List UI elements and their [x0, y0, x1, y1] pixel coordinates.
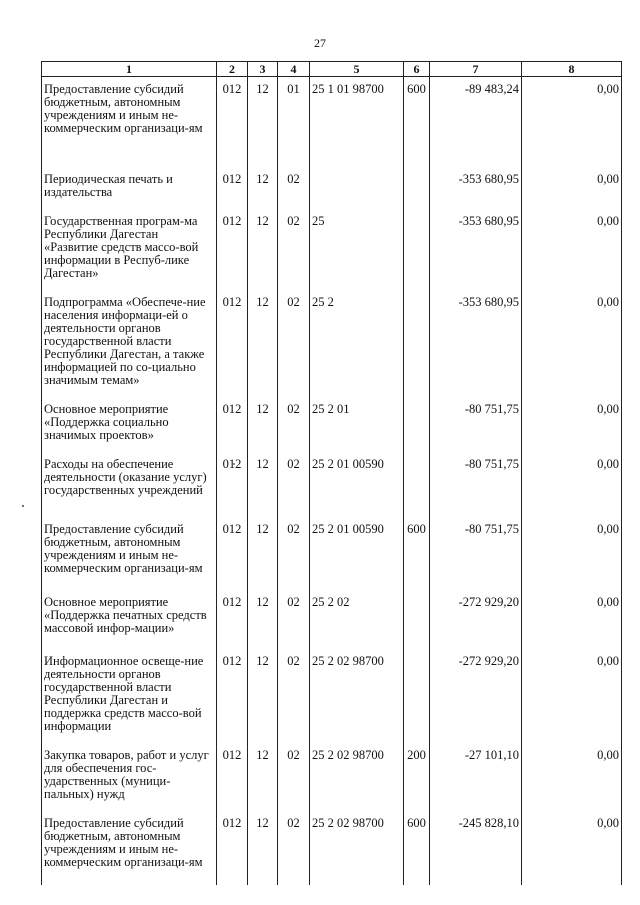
expense-name: Предоставление субсидий бюджетным, автономным учреждениям и иным не-коммерческим организаци-ям: [44, 82, 203, 135]
expense-name: Основное мероприятие «Поддержка печатных средств массовой инфор-мации»: [44, 594, 207, 635]
ministry-code: 012: [222, 747, 242, 762]
table-row: [42, 811, 622, 885]
ministry-code: 012: [222, 213, 242, 228]
subsection-code: 01: [287, 82, 300, 96]
amount-next-cell: [522, 811, 622, 885]
table-row: [42, 397, 622, 452]
expense-type-code: [406, 290, 427, 306]
subsection-code-cell: [278, 517, 310, 590]
expense-name-cell: [42, 77, 217, 167]
amount-change: -272 929,20: [458, 653, 519, 668]
ministry-code-cell: [217, 743, 248, 811]
amount-next-cell: [522, 290, 622, 397]
expense-type-code: 600: [407, 521, 426, 536]
subsection-code-cell: [278, 811, 310, 885]
amount-next-cell: [522, 517, 622, 590]
amount-next-cell: [522, 77, 622, 167]
target-article-code: 25 2 01: [312, 401, 350, 416]
page-number: 27: [314, 36, 326, 50]
amount-next-cell: [522, 590, 622, 649]
target-article-code: [312, 167, 401, 183]
target-article-code-cell: [310, 517, 404, 590]
table-row: [42, 743, 622, 811]
column-header: 6: [404, 62, 430, 77]
target-article-code: 25 1 01 98700: [312, 82, 384, 96]
amount-change-cell: [430, 209, 522, 290]
expense-type-code-cell: [404, 452, 430, 517]
subsection-code-cell: [278, 590, 310, 649]
expense-name-cell: [42, 517, 217, 590]
subsection-code-cell: [278, 649, 310, 743]
expense-name: Расходы на обеспечение деятельности (оказание услуг) государственных учреждений: [44, 456, 207, 497]
section-code: 12: [256, 401, 269, 416]
expense-name: Государственная програм-ма Республики Дагестан «Развитие средств массо-вой информации в Респуб-лике Дагестан»: [44, 213, 199, 280]
subsection-code-cell: [278, 209, 310, 290]
subsection-code-cell: [278, 452, 310, 517]
column-header: 1: [42, 62, 217, 77]
amount-next-cell: [522, 167, 622, 209]
ministry-code: 012: [222, 594, 242, 609]
subsection-code: 02: [287, 747, 300, 762]
table-row: [42, 77, 622, 167]
amount-change-cell: [430, 590, 522, 649]
subsection-code: 02: [287, 171, 300, 186]
subsection-code-cell: [278, 290, 310, 397]
subsection-code: 02: [287, 294, 300, 309]
target-article-code-cell: [310, 290, 404, 397]
expense-type-code: [406, 397, 427, 413]
ministry-code: 012: [222, 815, 242, 830]
section-code: 12: [256, 653, 269, 668]
target-article-code: 25 2 02 98700: [312, 815, 384, 830]
section-code-cell: [248, 811, 278, 885]
amount-next: 0,00: [597, 815, 619, 830]
section-code-cell: [248, 452, 278, 517]
section-code: 12: [256, 456, 269, 471]
target-article-code: 25 2 02: [312, 594, 350, 609]
expense-name-cell: [42, 590, 217, 649]
expense-type-code-cell: [404, 167, 430, 209]
ministry-code: 012: [222, 171, 242, 186]
expense-name-cell: [42, 167, 217, 209]
table-row: [42, 209, 622, 290]
expense-type-code: [406, 209, 427, 225]
expense-type-code: [406, 649, 427, 665]
expense-name-cell: [42, 811, 217, 885]
target-article-code: 25 2 02 98700: [312, 653, 384, 668]
expense-name: Предоставление субсидий бюджетным, автономным учреждениям и иным не-коммерческим организаци-ям: [44, 521, 203, 575]
amount-next: 0,00: [597, 171, 619, 186]
expense-name: Подпрограмма «Обеспече-ние населения информаци-ей о деятельности органов государственной власти Республики Дагестан, а также информацией по со-циально значимым темам»: [44, 294, 206, 387]
target-article-code-cell: [310, 397, 404, 452]
subsection-code: 02: [287, 653, 300, 668]
subsection-code-cell: [278, 77, 310, 167]
column-header: 7: [430, 62, 522, 77]
amount-change-cell: [430, 517, 522, 590]
target-article-code-cell: [310, 452, 404, 517]
target-article-code: 25 2: [312, 294, 334, 309]
amount-next: 0,00: [597, 401, 619, 416]
amount-change-cell: [430, 77, 522, 167]
subsection-code-cell: [278, 167, 310, 209]
table-row: [42, 649, 622, 743]
amount-next: 0,00: [597, 521, 619, 536]
table-row: [42, 590, 622, 649]
expense-type-code: 600: [407, 815, 426, 830]
section-code: 12: [256, 521, 269, 536]
section-code-cell: [248, 167, 278, 209]
expense-name: Основное мероприятие «Поддержка социально значимых проектов»: [44, 401, 169, 442]
section-code-cell: [248, 590, 278, 649]
column-header: 3: [248, 62, 278, 77]
section-code: 12: [256, 213, 269, 228]
budget-table: [41, 61, 622, 885]
target-article-code-cell: [310, 77, 404, 167]
target-article-code: 25 2 01 00590: [312, 521, 384, 536]
expense-name-cell: [42, 290, 217, 397]
expense-type-code: 200: [407, 747, 426, 762]
amount-next: 0,00: [597, 747, 619, 762]
ministry-code: 012: [222, 82, 242, 96]
expense-type-code: 600: [407, 82, 426, 96]
table-row: [42, 167, 622, 209]
amount-next-cell: [522, 209, 622, 290]
expense-type-code-cell: [404, 811, 430, 885]
section-code: 12: [256, 815, 269, 830]
subsection-code: 02: [287, 456, 300, 471]
amount-change: -80 751,75: [464, 521, 519, 536]
table-row: [42, 452, 622, 517]
ministry-code-cell: [217, 397, 248, 452]
ministry-code-cell: [217, 452, 248, 517]
expense-name: Информационное освеще-ние деятельности органов государственной власти Республики Дагестан и поддержка средств массо-вой информации: [44, 653, 204, 733]
expense-type-code-cell: [404, 77, 430, 167]
table-row: [42, 290, 622, 397]
expense-name: Предоставление субсидий бюджетным, автономным учреждениям и иным не-коммерческим организаци-ям: [44, 815, 203, 869]
target-article-code-cell: [310, 167, 404, 209]
amount-next: 0,00: [597, 653, 619, 668]
target-article-code-cell: [310, 811, 404, 885]
section-code: 12: [256, 747, 269, 762]
ministry-code-cell: [217, 811, 248, 885]
expense-type-code-cell: [404, 743, 430, 811]
section-code-cell: [248, 649, 278, 743]
expense-type-code: [406, 590, 427, 606]
amount-change: -245 828,10: [458, 815, 519, 830]
amount-change: -353 680,95: [458, 171, 519, 186]
amount-change: -80 751,75: [464, 456, 519, 471]
target-article-code-cell: [310, 209, 404, 290]
ministry-code: 012: [222, 294, 242, 309]
amount-change-cell: [430, 452, 522, 517]
expense-name-cell: [42, 397, 217, 452]
target-article-code: 25 2 01 00590: [312, 456, 384, 471]
section-code-cell: [248, 517, 278, 590]
ministry-code: 012: [222, 401, 242, 416]
expense-type-code: [406, 452, 427, 468]
amount-change: -27 101,10: [464, 747, 519, 762]
expense-type-code-cell: [404, 397, 430, 452]
target-article-code-cell: [310, 743, 404, 811]
section-code: 12: [256, 171, 269, 186]
column-header: 5: [310, 62, 404, 77]
ministry-code-cell: [217, 167, 248, 209]
subsection-code: 02: [287, 213, 300, 228]
header-row: [42, 62, 622, 77]
amount-change-cell: [430, 811, 522, 885]
amount-next: 0,00: [597, 294, 619, 309]
amount-change-cell: [430, 743, 522, 811]
amount-change: -80 751,75: [464, 401, 519, 416]
column-header: 4: [278, 62, 310, 77]
target-article-code: 25 2 02 98700: [312, 747, 384, 762]
section-code-cell: [248, 209, 278, 290]
ministry-code-cell: [217, 209, 248, 290]
amount-change-cell: [430, 649, 522, 743]
amount-change-cell: [430, 397, 522, 452]
column-header: 8: [522, 62, 622, 77]
table-row: [42, 517, 622, 590]
subsection-code: 02: [287, 521, 300, 536]
amount-change: -353 680,95: [458, 294, 519, 309]
section-code-cell: [248, 743, 278, 811]
expense-name-cell: [42, 452, 217, 517]
ministry-code-cell: [217, 590, 248, 649]
expense-type-code-cell: [404, 290, 430, 397]
section-code-cell: [248, 397, 278, 452]
expense-type-code-cell: [404, 209, 430, 290]
ministry-code-cell: [217, 77, 248, 167]
amount-next: 0,00: [597, 82, 619, 96]
subsection-code: 02: [287, 594, 300, 609]
amount-change-cell: [430, 290, 522, 397]
expense-name: Закупка товаров, работ и услуг для обеспечения гос-ударственных (муници-пальных) нужд: [44, 747, 209, 801]
expense-name-cell: [42, 209, 217, 290]
ministry-code-cell: [217, 517, 248, 590]
subsection-code-cell: [278, 743, 310, 811]
section-code: 12: [256, 594, 269, 609]
amount-next: 0,00: [597, 213, 619, 228]
amount-next-cell: [522, 397, 622, 452]
expense-type-code-cell: [404, 517, 430, 590]
amount-next-cell: [522, 743, 622, 811]
expense-name-cell: [42, 649, 217, 743]
expense-name: Периодическая печать и издательства: [44, 171, 173, 199]
expense-type-code-cell: [404, 590, 430, 649]
amount-next: 0,00: [597, 456, 619, 471]
target-article-code-cell: [310, 649, 404, 743]
target-article-code: 25: [312, 213, 325, 228]
subsection-code: 02: [287, 815, 300, 830]
amount-next: 0,00: [597, 594, 619, 609]
subsection-code: 02: [287, 401, 300, 416]
ministry-code-cell: [217, 290, 248, 397]
amount-next-cell: [522, 452, 622, 517]
amount-next-cell: [522, 649, 622, 743]
ministry-code: 012: [222, 456, 242, 471]
ministry-code: 012: [222, 521, 242, 536]
amount-change-cell: [430, 167, 522, 209]
ministry-code: 012: [222, 653, 242, 668]
amount-change: -89 483,24: [464, 82, 519, 96]
expense-type-code-cell: [404, 649, 430, 743]
section-code-cell: [248, 290, 278, 397]
scan-mark: [22, 505, 24, 507]
section-code: 12: [256, 294, 269, 309]
section-code-cell: [248, 77, 278, 167]
subsection-code-cell: [278, 397, 310, 452]
expense-name-cell: [42, 743, 217, 811]
target-article-code-cell: [310, 590, 404, 649]
column-header: 2: [217, 62, 248, 77]
amount-change: -272 929,20: [458, 594, 519, 609]
ministry-code-cell: [217, 649, 248, 743]
expense-type-code: [406, 167, 427, 183]
section-code: 12: [256, 82, 269, 96]
amount-change: -353 680,95: [458, 213, 519, 228]
